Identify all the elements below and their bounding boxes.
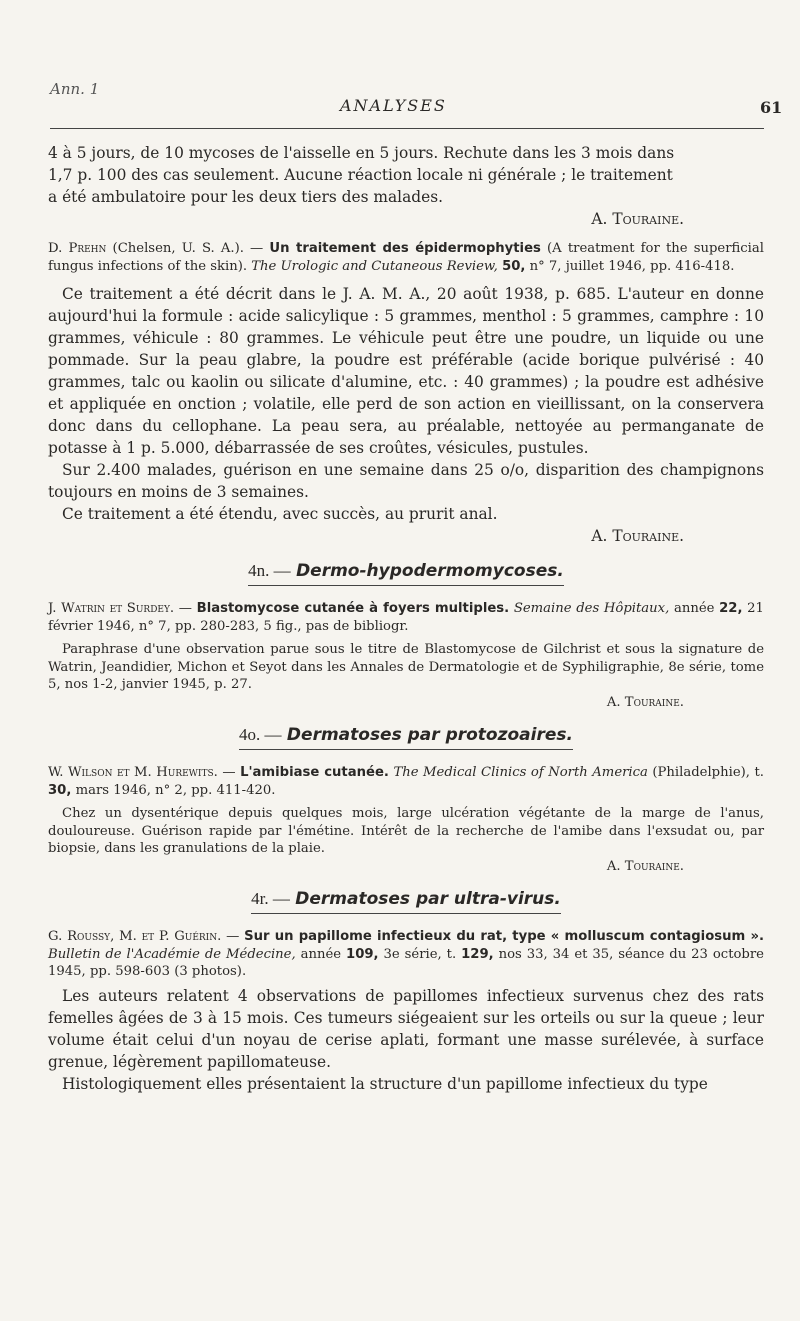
ann-mark: Ann. 1 — [50, 80, 100, 98]
citation-journal: The Medical Clinics of North America — [393, 765, 648, 780]
abstract-paragraph: Ce traitement a été décrit dans le J. A. M. A., 20 août 1938, p. 685. L'auteur en donne aujourd'hui la formule : acide salicylique : 5 grammes, menthol : 5 grammes, camphre : 10 grammes, véhicule : 80 grammes. Le véhicule peut être une poudre, un liquide ou une pommade. Sur la peau glabre, la poudre est préférable (acide borique pulvérisé : 40 grammes, talc ou kaolin ou silicate d'alumine, etc. : 40 grammes) ; la poudre est adhésive et appliquée en onction ; volatile, elle perd de son action en vieillissant, on la conservera donc dans du cellophane. La peau sera, au préalable, nettoyée au permanganate de potasse à 1 p. 5.000, débarrassée de ses croûtes, vésicules, pustules. — [48, 285, 764, 457]
citation-title: Un traitement des épidermophyties — [269, 241, 541, 256]
page-body — [48, 142, 764, 1095]
section-number: 4o. — — [239, 725, 282, 744]
citation-volume: 30, — [48, 782, 72, 798]
entry-watrin — [48, 600, 764, 711]
citation-volume: 109, — [346, 946, 379, 962]
entry-continuation — [48, 142, 764, 230]
citation-ref-mid: 3e série, t. — [383, 946, 457, 962]
entry1-line-2: 1,7 p. 100 des cas seulement. Aucune réaction locale ni générale ; le traitement — [48, 166, 673, 184]
citation-ref: année — [300, 946, 342, 962]
citation-title: Blastomycose cutanée à foyers multiples. — [196, 601, 510, 616]
section-heading-4o — [48, 725, 764, 750]
citation-tome: 129, — [461, 946, 494, 962]
section-title: Dermo-hypodermomycoses. — [296, 561, 564, 581]
citation — [48, 240, 764, 275]
citation-ref-tail: mars 1946, n° 2, pp. 411-420. — [75, 782, 276, 798]
citation-authors: G. Roussy, M. et P. Guérin. — — [48, 929, 240, 944]
signature: A. Touraine. — [606, 694, 684, 710]
citation-journal: The Urologic and Cutaneous Review, — [251, 258, 498, 274]
citation-authors: J. Watrin et Surdey. — — [48, 601, 192, 616]
citation-journal: Semaine des Hôpitaux, — [513, 601, 670, 616]
abstract-paragraph: Sur 2.400 malades, guérison en une semaine dans 25 o/o, disparition des champignons toujours en moins de 3 semaines. — [48, 461, 764, 501]
abstract-paragraph: Paraphrase d'une observation parue sous le titre de Blastomycose de Gilchrist et sous la signature de Watrin, Jeandidier, Michon et Seyot dans les Annales de Dermatologie et de Syphiligraphie, 8e série, tome 5, nos 1-2, janvier 1945, p. 27. — [48, 642, 764, 692]
abstract-paragraph: Chez un dysentérique depuis quelques mois, large ulcération végétante de la marge de l'anus, douloureuse. Guérison rapide par l'émétine. Intérêt de la recherche de l'amibe dans l'exsudat ou, par biopsie, dans les granulations de la plaie. — [48, 806, 764, 856]
running-title: ANALYSES — [340, 96, 447, 115]
signature: A. Touraine. — [591, 527, 684, 545]
citation — [48, 928, 764, 981]
section-heading-4r — [48, 889, 764, 914]
citation-authors: D. Prehn — [48, 241, 107, 256]
citation-authors: W. Wilson et M. Hurewits. — — [48, 765, 236, 780]
section-heading-4n — [48, 561, 764, 586]
signature: A. Touraine. — [591, 210, 684, 228]
citation — [48, 600, 764, 635]
citation-title: L'amibiase cutanée. — [240, 765, 389, 780]
section-number: 4n. — — [248, 561, 291, 580]
citation-ref-tail: 21 février 1946, n° 7, pp. 280-283, 5 fig., pas de bibliogr. — [48, 601, 764, 634]
abstract-paragraph: Les auteurs relatent 4 observations de papillomes infectieux survenus chez des rats femelles âgées de 3 à 15 mois. Ces tumeurs siégeaient sur les orteils ou sur la queue ; leur volume était celui d'un noyau de cerise aplati, formant une masse surélevée, à surface grenue, légèrement papillomateuse. — [48, 986, 764, 1071]
entry-prehn — [48, 240, 764, 547]
citation-ref: année — [673, 601, 715, 616]
abstract-paragraph: Histologiquement elles présentaient la structure d'un papillome infectieux du type — [62, 1074, 708, 1093]
citation-ref: (Philadelphie), t. — [652, 765, 764, 780]
entry-wilson — [48, 764, 764, 875]
citation-ref: (A treatment for the superficial fungus infections of the skin). — [48, 241, 764, 274]
entry1-line-3: a été ambulatoire pour les deux tiers des malades. — [48, 188, 444, 206]
abstract-paragraph: Ce traitement a été étendu, avec succès, au prurit anal. — [62, 505, 498, 523]
citation-ref-tail: n° 7, juillet 1946, pp. 416-418. — [529, 258, 735, 274]
citation-title: Sur un papillome infectieux du rat, type « molluscum contagiosum ». — [244, 929, 764, 944]
citation-journal: Bulletin de l'Académie de Médecine, — [48, 946, 296, 962]
entry-roussy — [48, 928, 764, 1095]
citation-volume: 50, — [502, 258, 526, 274]
signature: A. Touraine. — [606, 858, 684, 874]
section-title: Dermatoses par ultra-virus. — [295, 889, 561, 909]
citation-affiliation: (Chelsen, U. S. A.). — — [112, 241, 264, 256]
header-rule — [50, 128, 764, 129]
citation-ref-tail: nos 33, 34 et 35, séance du 23 octobre 1945, pp. 598-603 (3 photos). — [48, 946, 764, 979]
page-number: 61 — [760, 98, 783, 117]
citation-volume: 22, — [719, 601, 743, 616]
entry1-line-1: 4 à 5 jours, de 10 mycoses de l'aisselle en 5 jours. Rechute dans les 3 mois dans — [48, 144, 675, 162]
section-number: 4r. — — [251, 889, 290, 908]
section-title: Dermatoses par protozoaires. — [286, 725, 573, 745]
citation — [48, 764, 764, 799]
